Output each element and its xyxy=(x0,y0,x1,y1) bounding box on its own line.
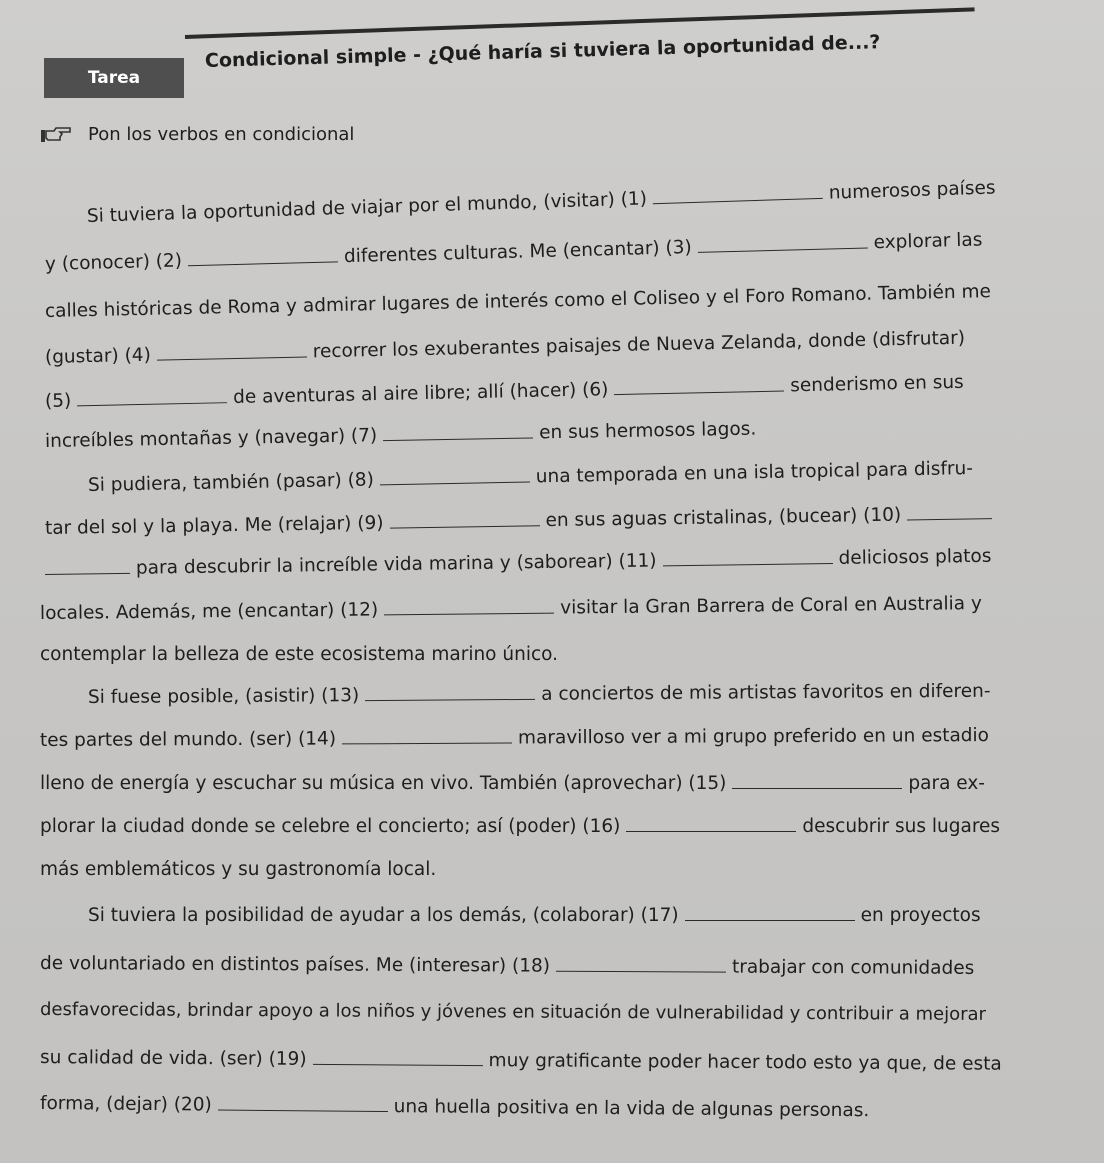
answer-blank-10-cont[interactable] xyxy=(45,557,130,575)
answer-blank-10[interactable] xyxy=(907,502,992,520)
pointing-hand-icon xyxy=(40,126,78,144)
line-text: (5) xyxy=(44,390,72,412)
line-text: para ex- xyxy=(908,773,985,794)
exercise-line-4 xyxy=(45,327,965,370)
exercise-line-10 xyxy=(40,592,982,626)
answer-blank-18[interactable] xyxy=(556,955,726,973)
answer-blank-5[interactable] xyxy=(77,386,227,406)
line-text: trabajar con comunidades xyxy=(731,956,975,979)
answer-blank-1[interactable] xyxy=(652,182,822,204)
exercise-line-21 xyxy=(40,1092,870,1123)
line-text: muy gratificante poder hacer todo esto ya que, de esta xyxy=(488,1050,1002,1075)
instruction-text: Pon los verbos en condicional xyxy=(88,124,355,145)
line-text: (gustar) (4) xyxy=(44,344,152,368)
line-text: en proyectos xyxy=(860,905,981,926)
exercise-line-5 xyxy=(45,371,964,414)
exercise-line-1 xyxy=(87,176,996,229)
line-text: desfavorecidas, brindar apoyo a los niños y jóvenes en situación de vulnerabilidad y contribuir a mejorar xyxy=(39,999,987,1025)
line-text: más emblemáticos y su gastronomía local. xyxy=(40,859,437,880)
line-text: una huella positiva en la vida de algunas personas. xyxy=(393,1096,870,1122)
answer-blank-3[interactable] xyxy=(697,231,867,252)
line-text: en sus hermosos lagos. xyxy=(538,418,757,444)
line-text: visitar la Gran Barrera de Coral en Australia y xyxy=(560,593,983,619)
line-text: lleno de energía y escuchar su música en vivo. También (aprovechar) (15) xyxy=(40,773,727,794)
instruction xyxy=(40,124,354,145)
exercise-line-20 xyxy=(40,1046,1002,1077)
line-text: contemplar la belleza de este ecosistema marino único. xyxy=(40,644,559,665)
line-text: recorrer los exuberantes paisajes de Nueva Zelanda, donde (disfrutar) xyxy=(312,327,966,363)
exercise-line-17 xyxy=(88,904,981,928)
exercise-line-16 xyxy=(40,858,436,882)
line-text: y (conocer) (2) xyxy=(44,250,183,275)
answer-blank-13[interactable] xyxy=(365,683,535,701)
line-text: calles históricas de Roma y admirar lugares de interés como el Coliseo y el Foro Romano. También me xyxy=(44,281,992,322)
answer-blank-16[interactable] xyxy=(626,815,796,832)
line-text: deliciosos platos xyxy=(838,545,992,569)
answer-blank-17[interactable] xyxy=(685,904,855,921)
line-text: de voluntariado en distintos países. Me (interesar) (18) xyxy=(39,953,551,977)
exercise-line-15 xyxy=(40,815,1000,839)
line-text: plorar la ciudad donde se celebre el concierto; así (poder) (16) xyxy=(40,816,621,837)
line-text: maravilloso ver a mi grupo preferido en un estadio xyxy=(517,725,990,749)
answer-blank-12[interactable] xyxy=(384,597,554,616)
line-text: Si tuviera la posibilidad de ayudar a los demás, (colaborar) (17) xyxy=(88,905,679,926)
exercise-line-18 xyxy=(40,952,974,981)
exercise-line-14 xyxy=(40,772,985,796)
answer-blank-11[interactable] xyxy=(662,547,832,566)
line-text: Si fuese posible, (asistir) (13) xyxy=(87,685,360,708)
exercise-line-3 xyxy=(45,280,991,324)
answer-blank-14[interactable] xyxy=(342,727,512,745)
line-text: Si pudiera, también (pasar) (8) xyxy=(87,469,375,496)
line-text: en sus aguas cristalinas, (bucear) (10) xyxy=(545,504,902,532)
answer-blank-2[interactable] xyxy=(188,245,338,266)
line-text: senderismo en sus xyxy=(790,371,964,397)
answer-blank-8[interactable] xyxy=(380,466,530,486)
line-text: numerosos países xyxy=(828,177,996,204)
exercise-line-12 xyxy=(88,680,991,710)
line-text: increíbles montañas y (navegar) (7) xyxy=(44,425,378,452)
line-text: Si tuviera la oportunidad de viajar por el mundo, (visitar) (1) xyxy=(86,188,648,227)
exercise-line-9 xyxy=(45,545,992,582)
line-text: tar del sol y la playa. Me (relajar) (9) xyxy=(44,512,384,539)
exercise-line-6 xyxy=(45,418,757,454)
line-text: explorar las xyxy=(873,229,983,254)
answer-blank-19[interactable] xyxy=(313,1048,483,1066)
exercise-line-2 xyxy=(45,228,983,277)
worksheet-title: Condicional simple - ¿Qué haría si tuviera la oportunidad de...? xyxy=(204,31,881,72)
line-text: diferentes culturas. Me (encantar) (3) xyxy=(343,237,692,268)
exercise-line-13 xyxy=(40,724,989,753)
answer-blank-9[interactable] xyxy=(389,509,539,528)
answer-blank-6[interactable] xyxy=(614,375,784,396)
line-text: para descubrir la increíble vida marina y (saborear) (11) xyxy=(135,550,657,579)
line-text: de aventuras al aire libre; allí (hacer) (6) xyxy=(232,379,609,409)
exercise-line-8 xyxy=(45,502,998,541)
exercise-line-11 xyxy=(40,643,558,667)
line-text: a conciertos de mis artistas favoritos en diferen- xyxy=(541,680,991,705)
line-text: descubrir sus lugares xyxy=(802,816,1001,837)
exercise-line-7 xyxy=(88,457,973,498)
line-text: locales. Además, me (encantar) (12) xyxy=(39,599,379,624)
exercise-line-19 xyxy=(40,998,986,1027)
line-text: tes partes del mundo. (ser) (14) xyxy=(39,728,337,751)
task-tag: Tarea xyxy=(44,58,184,98)
line-text: forma, (dejar) (20) xyxy=(39,1093,212,1116)
answer-blank-20[interactable] xyxy=(218,1094,388,1112)
answer-blank-15[interactable] xyxy=(732,772,902,789)
line-text: una temporada en una isla tropical para disfru- xyxy=(535,458,974,488)
answer-blank-4[interactable] xyxy=(157,341,307,361)
line-text: su calidad de vida. (ser) (19) xyxy=(39,1047,307,1070)
answer-blank-7[interactable] xyxy=(383,421,533,441)
